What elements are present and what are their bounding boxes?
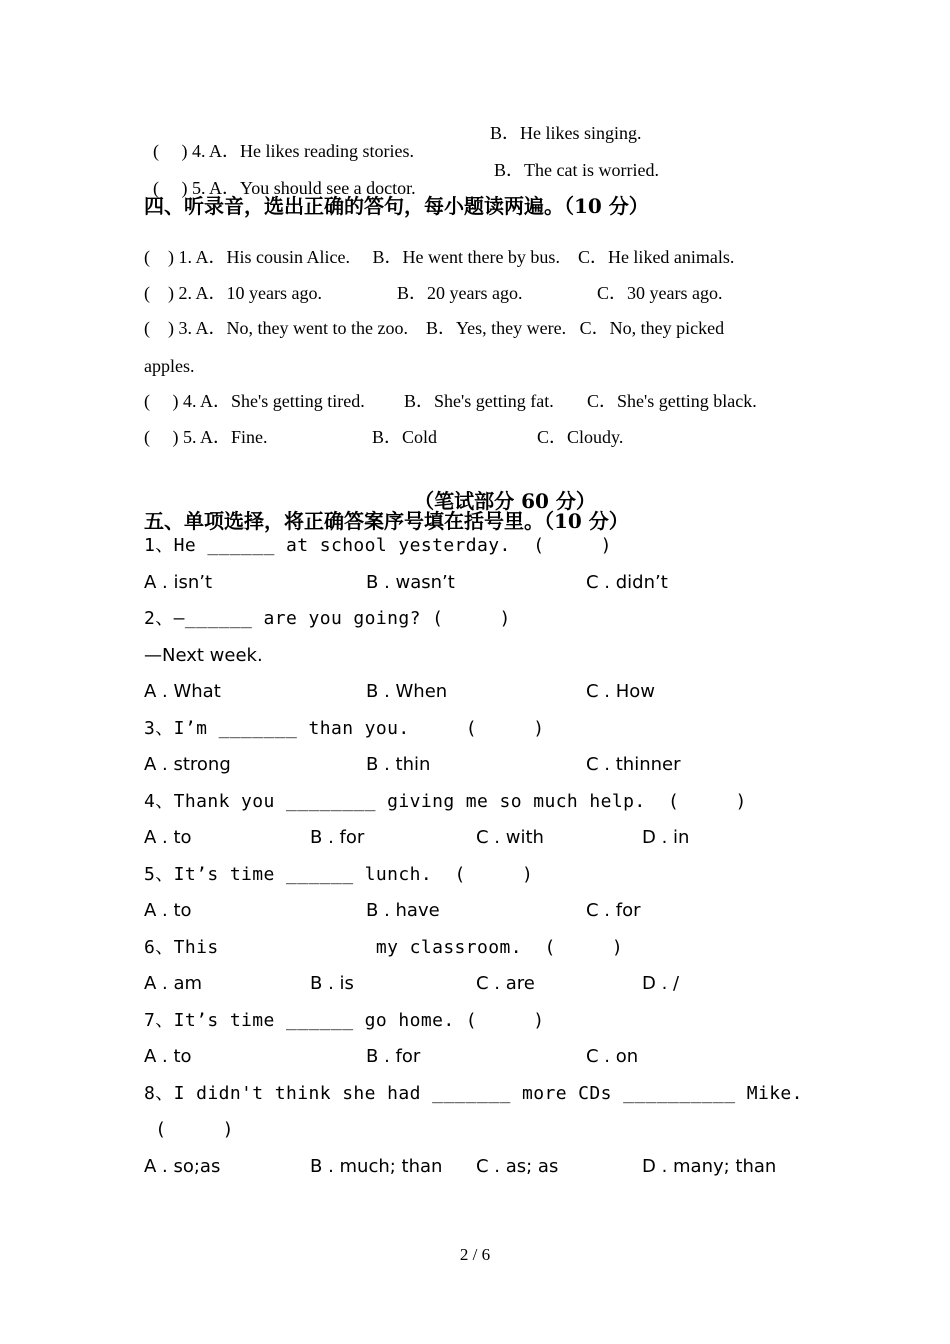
s5-q8-option-c: C . as; as xyxy=(476,1156,559,1177)
s4-q5-stem: ( ) 5. A．Fine. xyxy=(144,427,268,447)
s5-q3-option-a: A . strong xyxy=(144,754,231,775)
s5-q8-stem-cont: ( ) xyxy=(144,1119,234,1140)
s5-q2-option-c: C . How xyxy=(586,681,656,702)
s5-q7-option-a: A . to xyxy=(144,1046,192,1067)
option-b: B．He likes singing. xyxy=(490,123,642,143)
s5-q3-option-c: C . thinner xyxy=(586,754,681,775)
page-number: 2 / 6 xyxy=(459,1245,491,1264)
listening-q4 xyxy=(144,124,414,160)
option-b: B．The cat is worried. xyxy=(494,160,659,180)
s4-q2-stem: ( ) 2. A．10 years ago. xyxy=(144,283,322,303)
s5-q5-stem: 5、It’s time ______ lunch. ( ) xyxy=(144,864,534,885)
s5-q6-option-b: B . is xyxy=(310,973,354,994)
s5-q8-stem: 8、I didn't think she had _______ more CDs __________ Mike. xyxy=(144,1083,803,1104)
s5-q1-stem: 1、He ______ at school yesterday. ( ) xyxy=(144,535,612,556)
s5-q7-option-c: C . on xyxy=(586,1046,639,1067)
s5-q6-stem: 6、This my classroom. ( ) xyxy=(144,937,624,958)
s5-q1-option-b: B . wasn’t xyxy=(366,572,455,593)
s4-q2-option-b: B．20 years ago. xyxy=(397,283,523,303)
s5-q8-option-b: B . much; than xyxy=(310,1156,443,1177)
s4-q3-line2: apples. xyxy=(144,356,195,376)
s5-q4-option-d: D . in xyxy=(642,827,690,848)
s5-q4-option-b: B . for xyxy=(310,827,365,848)
s5-q5-option-b: B . have xyxy=(366,900,440,921)
s4-q5-option-c: C．Cloudy. xyxy=(537,427,624,447)
s5-q6-option-c: C . are xyxy=(476,973,535,994)
s4-q3-line1: ( ) 3. A．No, they went to the zoo. B．Yes, they were. C．No, they picked xyxy=(144,318,725,338)
s5-q3-stem: 3、I’m _______ than you. ( ) xyxy=(144,718,545,739)
s5-q5-option-a: A . to xyxy=(144,900,192,921)
s5-q6-option-a: A . am xyxy=(144,973,203,994)
s5-q4-option-c: C . with xyxy=(476,827,544,848)
s5-q7-option-b: B . for xyxy=(366,1046,421,1067)
s5-q8-option-d: D . many; than xyxy=(642,1156,777,1177)
s5-q2-option-b: B . When xyxy=(366,681,448,702)
s5-q2-stem: 2、—______ are you going? ( ) xyxy=(144,608,511,629)
s5-q8-option-a: A . so;as xyxy=(144,1156,221,1177)
s5-q2-reply: —Next week. xyxy=(144,645,263,666)
s5-q7-stem: 7、It’s time ______ go home. ( ) xyxy=(144,1010,545,1031)
s4-q4-option-b: B．She's getting fat. xyxy=(404,391,554,411)
s5-q2-option-a: A . What xyxy=(144,681,221,702)
s5-q1-option-c: C . didn’t xyxy=(586,572,668,593)
s4-q1: ( ) 1. A．His cousin Alice. B．He went there by bus. C．He liked animals. xyxy=(144,247,735,267)
question-stem: ( ) 5. A．You should see a doctor. xyxy=(153,178,416,198)
s4-q5-option-b: B．Cold xyxy=(372,427,438,447)
s5-q5-option-c: C . for xyxy=(586,900,641,921)
s4-q2-option-c: C．30 years ago. xyxy=(597,283,723,303)
s5-q4-stem: 4、Thank you ________ giving me so much help. ( ) xyxy=(144,791,747,812)
question-stem: ( ) 4. A．He likes reading stories. xyxy=(153,141,414,161)
s5-q3-option-b: B . thin xyxy=(366,754,431,775)
s4-q4-stem: ( ) 4. A．She's getting tired. xyxy=(144,391,365,411)
s4-q4-option-c: C．She's getting black. xyxy=(587,391,757,411)
s5-q4-option-a: A . to xyxy=(144,827,192,848)
s5-q1-option-a: A . isn’t xyxy=(144,572,213,593)
listening-q5 xyxy=(144,161,416,197)
s5-q6-option-d: D . / xyxy=(642,973,680,994)
section5-heading: 五、单项选择，将正确答案序号填在括号里。（10 分） xyxy=(144,509,629,533)
written-part-title: （笔试部分 60 分） xyxy=(414,489,596,513)
section4-heading: 四、听录音，选出正确的答句，每小题读两遍。（10 分） xyxy=(144,194,649,218)
